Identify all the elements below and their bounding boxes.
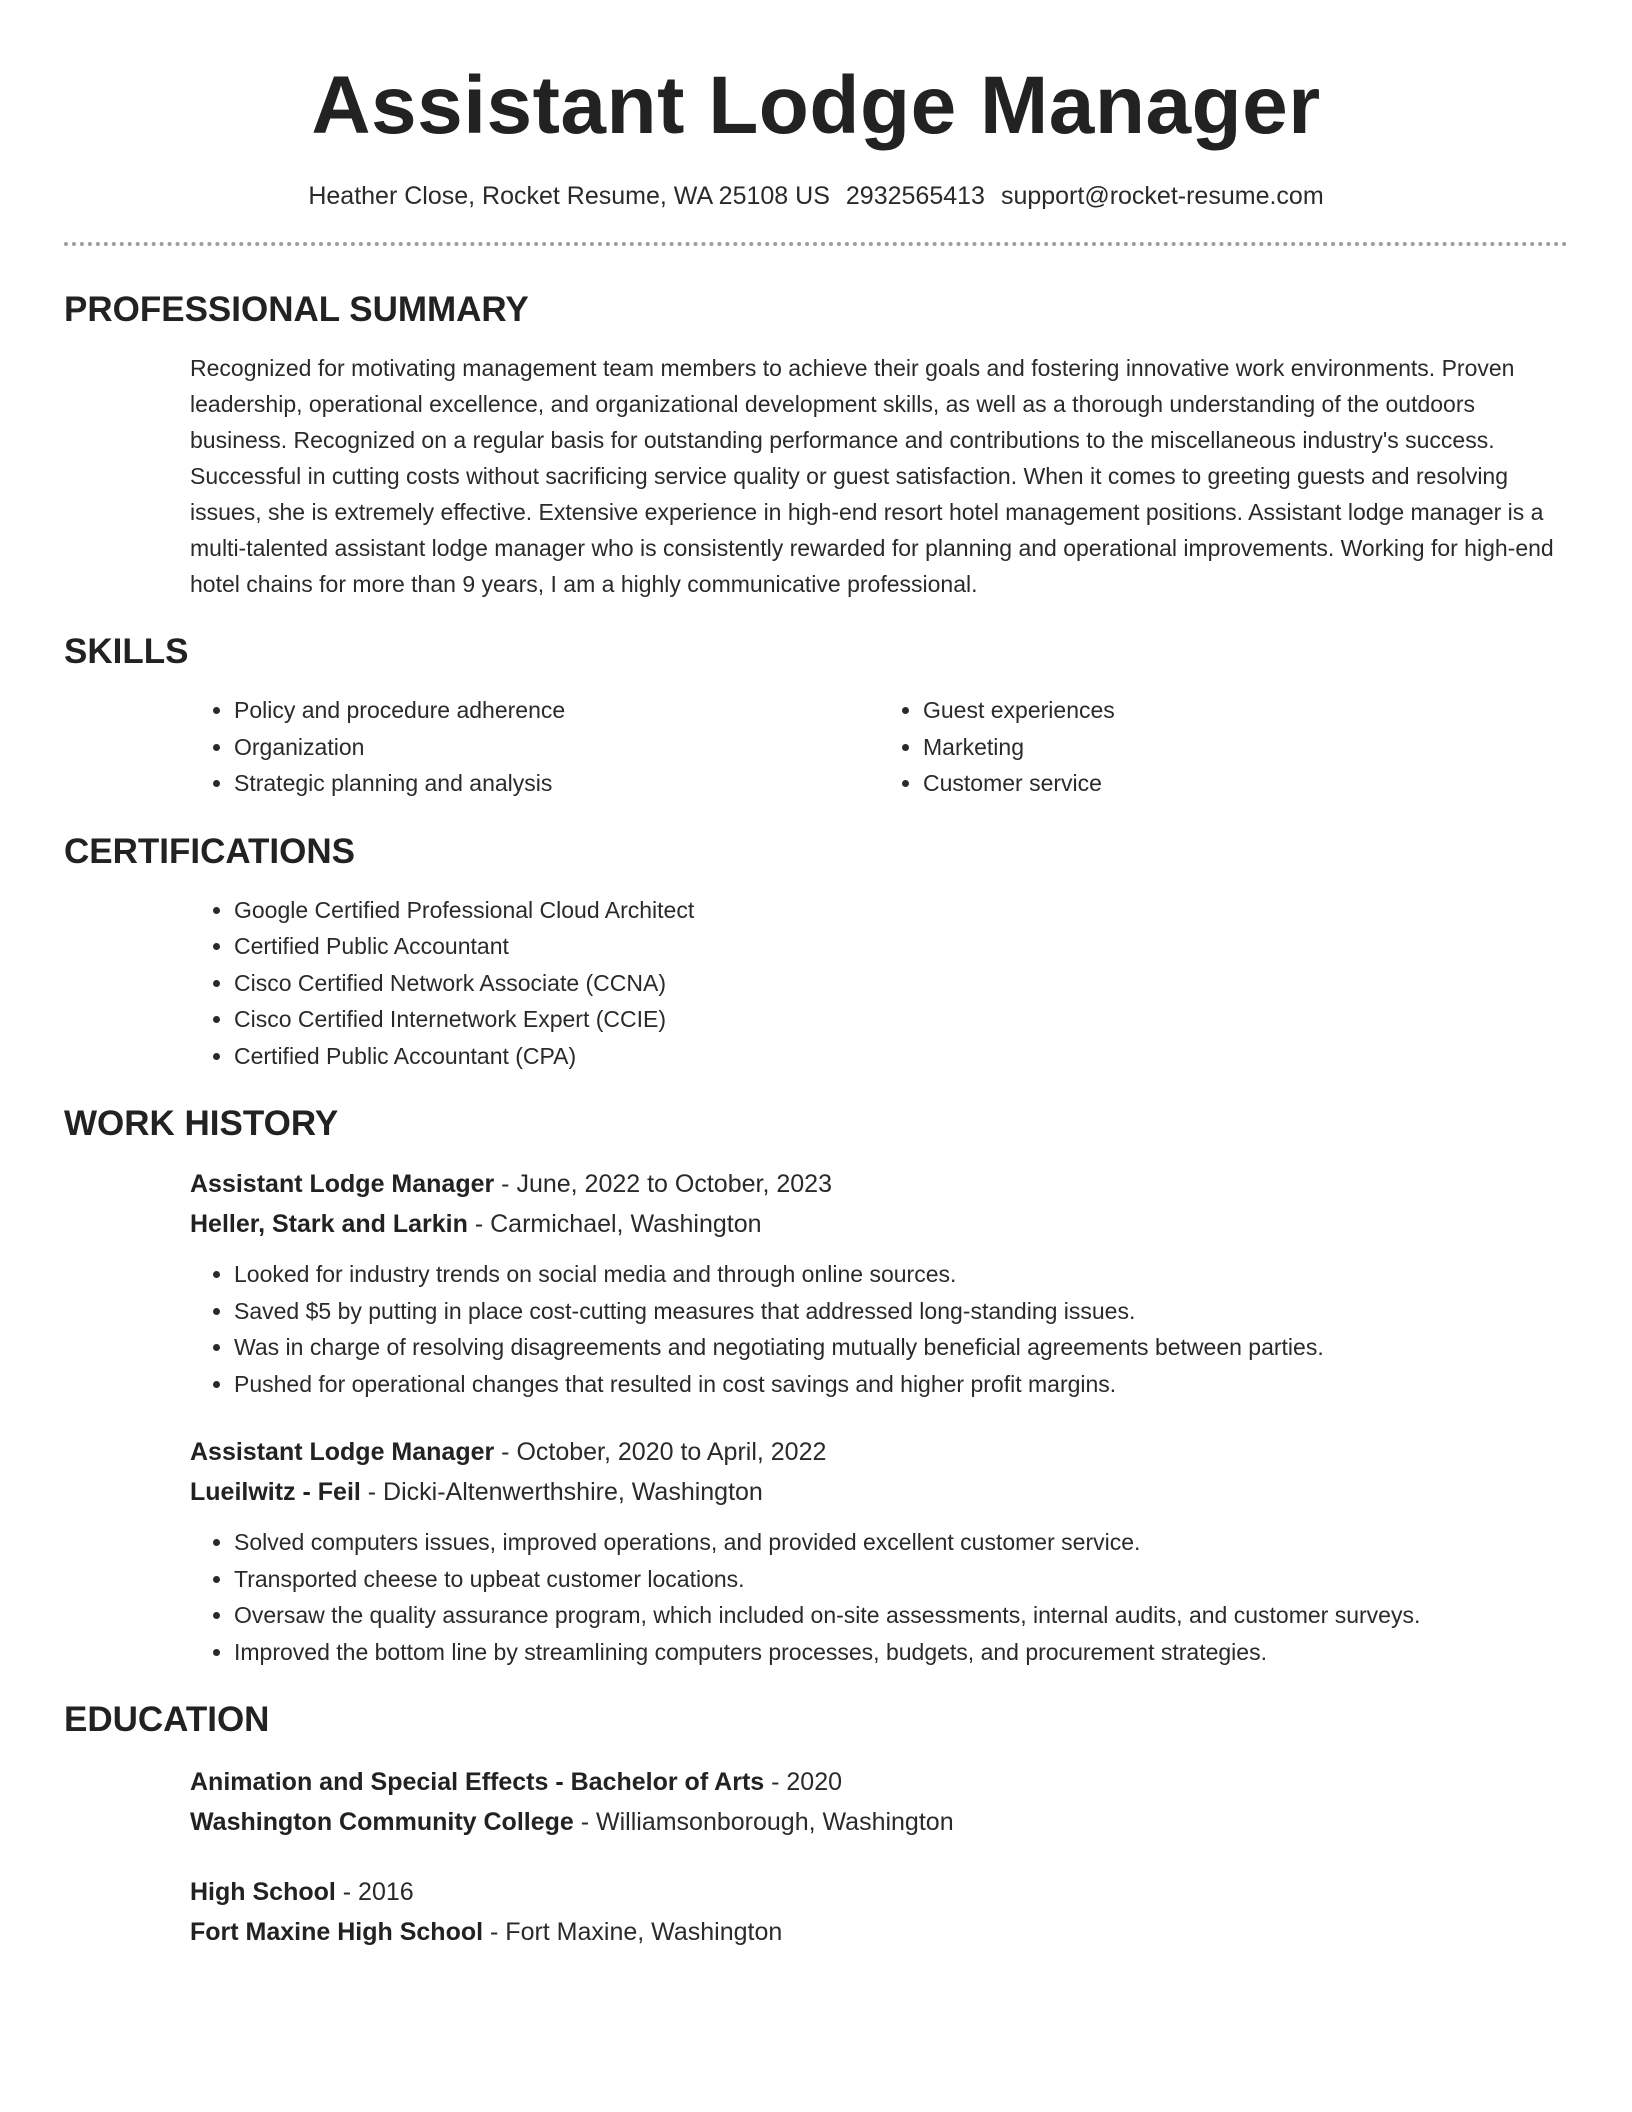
- job-company-line: [190, 1204, 1568, 1244]
- education-entry: [190, 1762, 1568, 1842]
- education-degree-line: [190, 1872, 1568, 1912]
- job-bullet: • Improved the bottom line by streamlining computers processes, budgets, and procurement strategies.: [234, 1634, 1568, 1671]
- certification-item: • Certified Public Accountant (CPA): [234, 1038, 1568, 1075]
- skill-item: • Customer service: [923, 765, 1568, 802]
- job-bullet: • Transported cheese to upbeat customer locations.: [234, 1561, 1568, 1598]
- skill-item: • Strategic planning and analysis: [234, 765, 879, 802]
- job-location: - Dicki-Altenwerthshire, Washington: [360, 1478, 763, 1506]
- education-school-line: [190, 1802, 1568, 1842]
- certification-item: • Cisco Certified Internetwork Expert (CCIE): [234, 1001, 1568, 1038]
- summary-text: Recognized for motivating management team members to achieve their goals and fostering innovative work environments. Proven leadership, operational excellence, and organizational development skills, as well as a thorough understanding of the outdoors business. Recognized on a regular basis for outstanding performance and contributions to the miscellaneous industry's success. Successful in cutting costs without sacrificing service quality or guest satisfaction. When it comes to greeting guests and resolving issues, she is extremely effective. Extensive experience in high-end resort hotel management positions. Assistant lodge manager is a multi-talented assistant lodge manager who is consistently rewarded for planning and operational improvements. Working for high-end hotel chains for more than 9 years, I am a highly communicative professional.: [190, 355, 1554, 597]
- job-entry: [190, 1164, 1568, 1402]
- section-title-work-history: WORK HISTORY: [64, 1104, 339, 1143]
- education-year: - 2016: [335, 1878, 414, 1906]
- phone-text: 2932565413: [845, 182, 985, 210]
- skill-item: • Policy and procedure adherence: [234, 692, 879, 729]
- job-bullets: [190, 1256, 1568, 1402]
- section-title-skills: SKILLS: [64, 632, 189, 671]
- education-degree-line: [190, 1762, 1568, 1802]
- section-title-certifications: CERTIFICATIONS: [64, 831, 356, 871]
- certification-item: • Google Certified Professional Cloud Architect: [234, 892, 1568, 929]
- skill-item: • Guest experiences: [923, 692, 1568, 729]
- job-bullet: • Was in charge of resolving disagreements and negotiating mutually beneficial agreements between parties.: [234, 1329, 1568, 1366]
- job-bullet: • Solved computers issues, improved operations, and provided excellent customer service.: [234, 1524, 1568, 1561]
- education-school: Fort Maxine High School: [190, 1918, 484, 1946]
- certification-item: • Certified Public Accountant: [234, 928, 1568, 965]
- job-location: - Carmichael, Washington: [467, 1210, 762, 1238]
- address-text: Heather Close, Rocket Resume, WA 25108 US: [308, 182, 830, 210]
- contact-line: [64, 180, 1568, 212]
- page-title: Assistant Lodge Manager: [311, 60, 1321, 151]
- job-bullet: • Saved $5 by putting in place cost-cutting measures that addressed long-standing issues.: [234, 1293, 1568, 1330]
- job-company-line: [190, 1472, 1568, 1512]
- education-year: - 2020: [764, 1768, 843, 1796]
- job-title-line: [190, 1164, 1568, 1204]
- skills-list-left: [190, 692, 879, 802]
- resume-page: [64, 0, 1568, 1952]
- skill-item: • Organization: [234, 729, 879, 766]
- skills-list-right: [879, 692, 1568, 802]
- job-title-line: [190, 1432, 1568, 1472]
- job-company: Lueilwitz - Feil: [190, 1478, 361, 1506]
- job-dates: - June, 2022 to October, 2023: [494, 1170, 832, 1198]
- education-entry: [190, 1872, 1568, 1952]
- job-bullet: • Oversaw the quality assurance program, which included on-site assessments, internal audits, and customer surveys.: [234, 1597, 1568, 1634]
- education-location: - Fort Maxine, Washington: [483, 1918, 783, 1946]
- job-bullet: • Looked for industry trends on social media and through online sources.: [234, 1256, 1568, 1293]
- education-degree: Animation and Special Effects - Bachelor of Arts: [190, 1768, 765, 1796]
- section-title-summary: PROFESSIONAL SUMMARY: [64, 290, 529, 329]
- certifications-block: [190, 892, 1568, 1075]
- summary-block: [190, 350, 1568, 602]
- job-role: Assistant Lodge Manager: [190, 1438, 495, 1466]
- education-school-line: [190, 1912, 1568, 1952]
- skills-grid: [190, 692, 1568, 802]
- job-entry: [190, 1432, 1568, 1670]
- job-role: Assistant Lodge Manager: [190, 1170, 495, 1198]
- job-bullets: [190, 1524, 1568, 1670]
- certification-item: • Cisco Certified Network Associate (CCNA): [234, 965, 1568, 1002]
- job-company: Heller, Stark and Larkin: [190, 1210, 468, 1238]
- education-degree: High School: [190, 1878, 336, 1906]
- dotted-divider: [64, 242, 1568, 246]
- job-dates: - October, 2020 to April, 2022: [494, 1438, 827, 1466]
- section-title-education: EDUCATION: [64, 1700, 270, 1739]
- skill-item: • Marketing: [923, 729, 1568, 766]
- certifications-list: [190, 892, 1568, 1075]
- job-bullet: • Pushed for operational changes that resulted in cost savings and higher profit margins.: [234, 1366, 1568, 1403]
- education-location: - Williamsonborough, Washington: [573, 1808, 954, 1836]
- education-school: Washington Community College: [190, 1808, 574, 1836]
- email-link[interactable]: support@rocket-resume.com: [1000, 182, 1324, 210]
